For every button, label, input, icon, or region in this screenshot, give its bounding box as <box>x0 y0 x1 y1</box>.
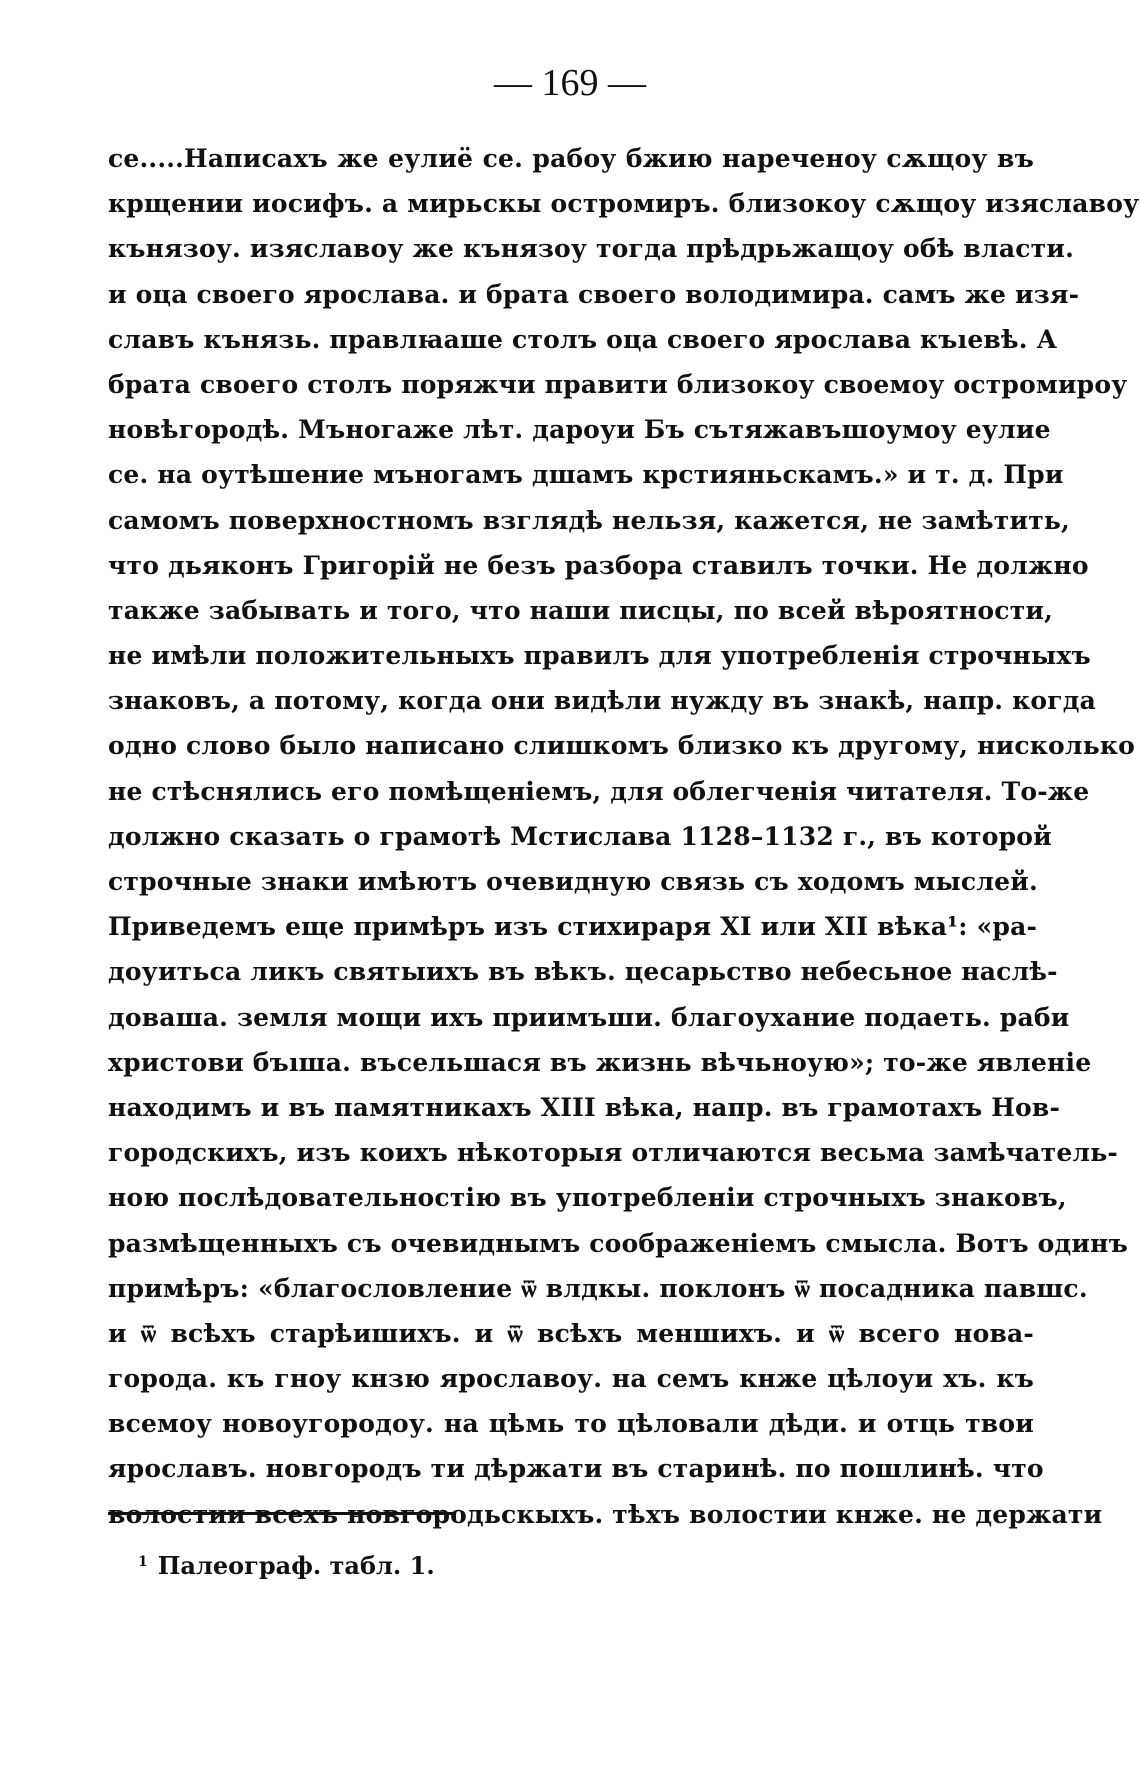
page-number: — 169 — <box>494 62 646 104</box>
text-line: се. на оутѣшение мъногамъ дшамъ крстияньскамъ.» и т. д. При <box>108 460 1064 490</box>
text-line: и оца своего ярослава. и брата своего володимира. самъ же изя- <box>108 279 1080 309</box>
text-line: примѣръ: «благословление ѿ влдкы. поклонъ ѿ посадника павшс. <box>108 1273 1088 1303</box>
text-line: крщении иосифъ. а мирьскы остромиръ. близокоу сѫщоу изяславоу <box>108 189 1140 219</box>
text-line: должно сказать о грамотѣ Мстислава 1128–1132 г., въ которой <box>108 821 1052 851</box>
text-line: Приведемъ еще примѣръ изъ стихираря XI или XII вѣка¹: «ра- <box>108 912 1038 942</box>
text-line: знаковъ, а потому, когда они видѣли нужду въ знакѣ, напр. когда <box>108 686 1097 716</box>
text-line: городскихъ, изъ коихъ нѣкоторыя отличаются весьма замѣчатель- <box>108 1138 1118 1168</box>
footnote-text: Палеограф. табл. 1. <box>157 1551 435 1580</box>
footnote-marker: 1 <box>138 1554 148 1570</box>
text-line: волостии всехъ новгородьскыхъ. тѣхъ волостии кнже. не держати <box>108 1499 1103 1529</box>
text-line: не стѣснялись его помѣщеніемъ, для облегченія читателя. То-же <box>108 776 1090 806</box>
text-line: доуитьса ликъ святыихъ въ вѣкъ. цесарьство небесьное наслѣ- <box>108 957 1058 987</box>
body-text <box>108 136 1140 1537</box>
footnote-divider <box>108 1512 454 1515</box>
text-line: строчные знаки имѣютъ очевидную связь съ ходомъ мыслей. <box>108 867 1038 896</box>
text-line: находимъ и въ памятникахъ XIII вѣка, напр. въ грамотахъ Нов- <box>108 1092 1061 1122</box>
text-line: христови бъıша. въсельшася въ жизнь вѣчьноую»; то-же явленіе <box>108 1047 1092 1077</box>
text-line: брата своего столъ поряжчи правити близокоу своемоу остромироу <box>108 369 1128 399</box>
text-line: новѣгородѣ. Мъногаже лѣт. дароуи Бъ сътяжавъшоумоу еулие <box>108 415 1051 445</box>
text-line: кънязоу. изяславоу же кънязоу тогда прѣдрьжащоу обѣ власти. <box>108 234 1074 264</box>
text-line: одно слово было написано слишкомъ близко къ другому, нисколько <box>108 731 1135 761</box>
text-line: что дьяконъ Григорій не безъ разбора ставилъ точки. Не должно <box>108 550 1089 580</box>
text-line: и ѿ всѣхъ старѣишихъ. и ѿ всѣхъ меншихъ. и ѿ всего нова- <box>108 1318 1034 1348</box>
text-line: славъ кънязь. правлꙗаше столъ оца своего ярослава къıевѣ. А <box>108 324 1058 354</box>
text-line: ною послѣдовательностію въ употребленіи строчныхъ знаковъ, <box>108 1183 1067 1213</box>
text-line: всемоу новоугородоу. на цѣмь то цѣловали дѣди. и отць твои <box>108 1409 1034 1439</box>
text-line: се.....Написахъ же еулиё се. рабоу бжию нареченоу сѫщоу въ <box>108 144 1034 173</box>
text-line: размѣщенныхъ съ очевиднымъ соображеніемъ смысла. Вотъ одинъ <box>108 1228 1129 1258</box>
footnote <box>138 1546 435 1582</box>
text-line: ярославъ. новгородъ ти дѣржати въ старинѣ. по пошлинѣ. что <box>108 1454 1044 1484</box>
text-line: города. къ гноу кнзю ярославоу. на семъ кнже цѣлоуи хъ. къ <box>108 1364 1034 1394</box>
text-line: также забывать и того, что наши писцы, по всей вѣроятности, <box>108 595 1054 625</box>
text-line: самомъ поверхностномъ взглядѣ нельзя, кажется, не замѣтить, <box>108 505 1070 535</box>
text-line: доваша. земля мощи ихъ приимъши. благоухание подаеть. раби <box>108 1002 1070 1032</box>
text-line: не имѣли положительныхъ правилъ для употребленія строчныхъ <box>108 641 1091 671</box>
